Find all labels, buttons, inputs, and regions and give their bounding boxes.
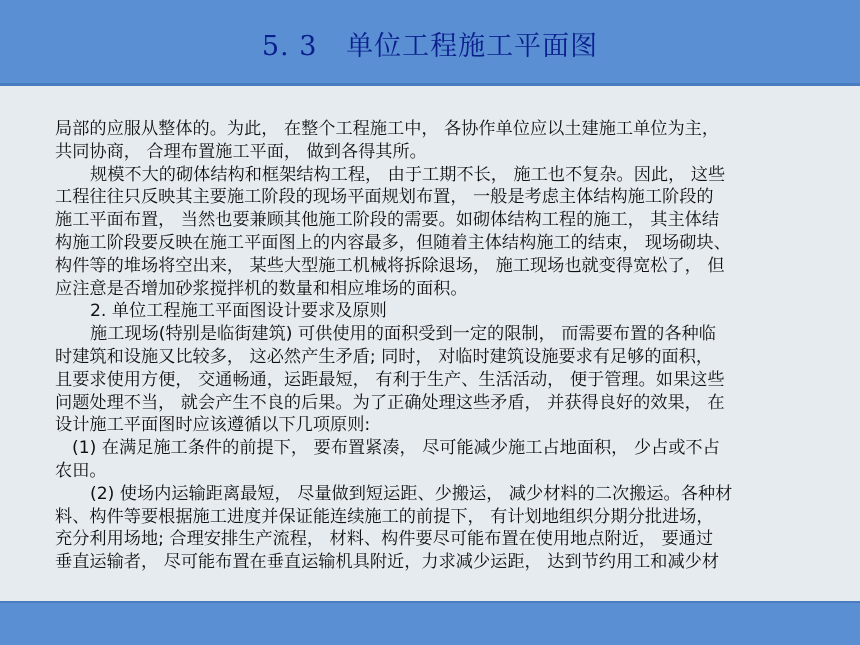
text-line: 施工平面布置， 当然也要兼顾其他施工阶段的需要。如砌体结构工程的施工， 其主体结 xyxy=(55,210,720,231)
text-line: 局部的应服从整体的。为此， 在整个工程施工中， 各协作单位应以土建施工单位为主， xyxy=(55,119,720,139)
text-line: 设计施工平面图时应该遵循以下几项原则: xyxy=(55,415,371,436)
title-bar xyxy=(0,0,860,86)
body-text xyxy=(55,118,803,574)
text-line: 垂直运输者， 尽可能布置在垂直运输机具附近，力求减少运距， 达到节约用工和减少材 xyxy=(55,552,720,573)
text-line: 规模不大的砌体结构和框架结构工程， 由于工期不长， 施工也不复杂。因此， 这些 xyxy=(90,164,726,185)
text-line: 且要求使用方便， 交通畅通，运距最短， 有利于生产、生活活动， 便于管理。如果这些 xyxy=(55,369,725,390)
text-line: 施工现场(特别是临街建筑) 可供使用的面积受到一定的限制， 而需要布置的各种临 xyxy=(90,324,716,345)
section-heading: 2. 单位工程施工平面图设计要求及原则 xyxy=(90,301,387,322)
text-line: 应注意是否增加砂浆搅拌机的数量和相应堆场的面积。 xyxy=(55,278,468,299)
list-item: (2) 使场内运输距离最短， 尽量做到短运距、少搬运， 减少材料的二次搬运。各种材 xyxy=(90,483,733,504)
text-line: 共同协商， 合理布置施工平面， 做到各得其所。 xyxy=(55,141,427,162)
text-line: 时建筑和设施又比较多， 这必然产生矛盾; 同时， 对临时建筑设施要求有足够的面积， xyxy=(55,346,714,367)
text-line: 充分利用场地; 合理安排生产流程， 材料、构件要尽可能布置在使用地点附近， 要通过 xyxy=(55,529,714,550)
text-line: 农田。 xyxy=(55,460,107,481)
text-line: 构件等的堆场将空出来， 某些大型施工机械将拆除退场， 施工现场也就变得宽松了， 但 xyxy=(55,255,725,276)
text-line: 料、构件等要根据施工进度并保证能连续施工的前提下， 有计划地组织分期分批进场， xyxy=(55,506,714,527)
list-item: (1) 在满足施工条件的前提下， 要布置紧凑， 尽可能减少施工占地面积， 少占或不占 xyxy=(72,438,720,459)
text-line: 工程往往只反映其主要施工阶段的现场平面规划布置， 一般是考虑主体结构施工阶段的 xyxy=(55,187,714,208)
footer-bar xyxy=(0,601,860,645)
text-line: 构施工阶段要反映在施工平面图上的内容最多，但随着主体结构施工的结束， 现场砌块、 xyxy=(55,232,731,253)
slide-title: 5. 3 单位工程施工平面图 xyxy=(261,31,599,62)
text-line: 问题处理不当， 就会产生不良的后果。为了正确处理这些矛盾， 并获得良好的效果， 在 xyxy=(55,392,725,413)
